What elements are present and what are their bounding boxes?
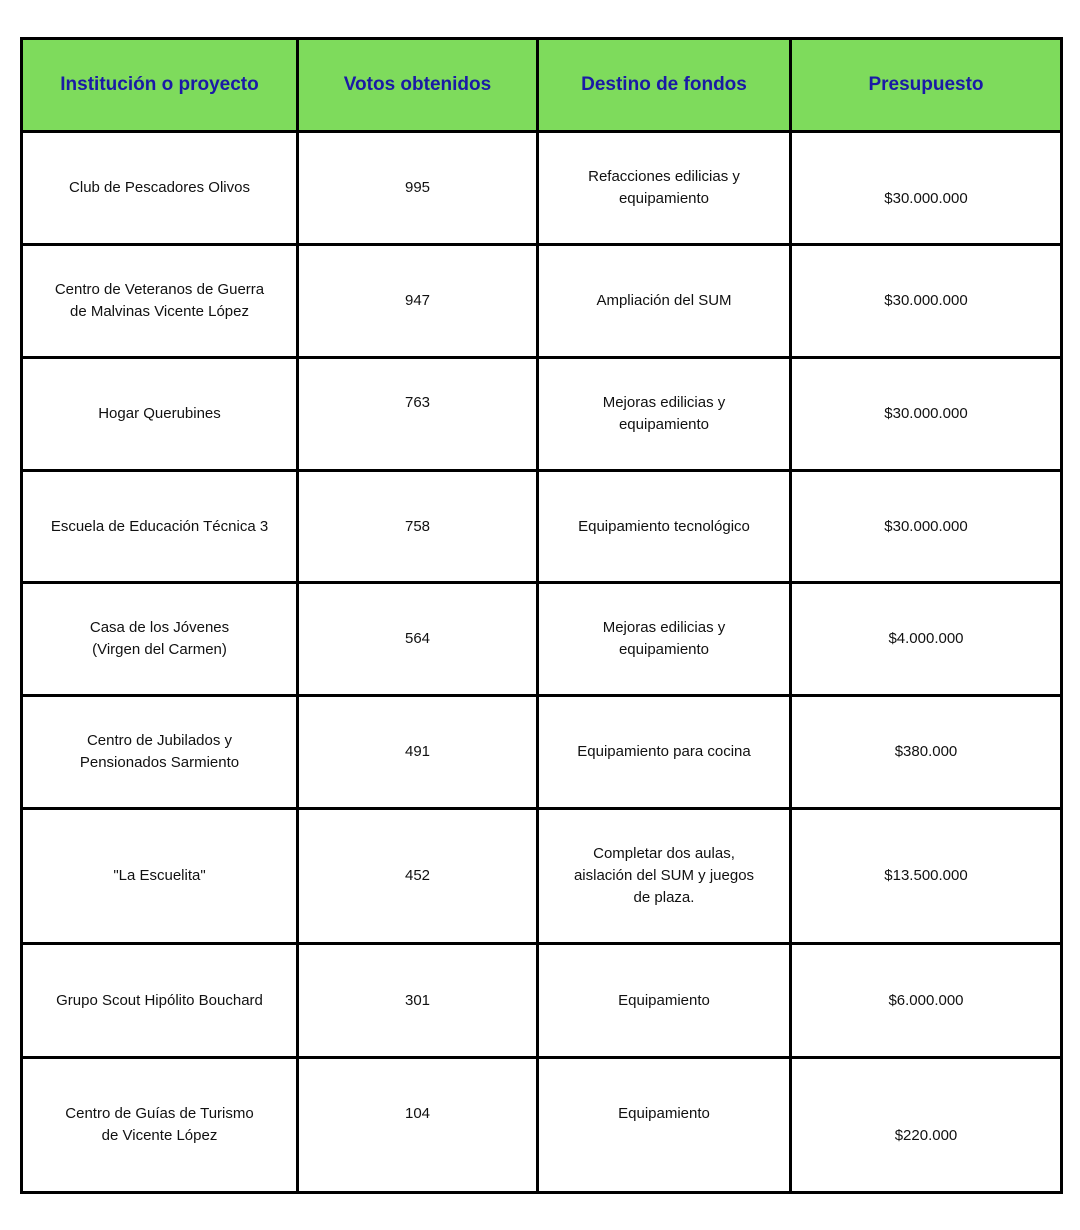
presupuesto-text: $30.000.000	[884, 292, 968, 309]
institucion-text: Club de Pescadores Olivos	[69, 179, 250, 196]
cell-votos	[298, 132, 538, 245]
votos-text: 758	[404, 517, 431, 535]
destino-text: Completar dos aulas, aislación del SUM y juegos de plaza.	[573, 845, 755, 906]
votos-text: 564	[404, 630, 431, 647]
cell-institucion	[22, 944, 298, 1058]
cell-institucion	[22, 132, 298, 245]
cell-institucion	[22, 1058, 298, 1193]
institucion-text: Centro de Jubilados y Pensionados Sarmiento	[79, 732, 240, 771]
table-row	[22, 358, 1062, 471]
destino-text: Equipamiento tecnológico	[578, 517, 750, 535]
participatory-budget-table	[20, 37, 1063, 1194]
cell-institucion	[22, 471, 298, 583]
votos-text: 452	[404, 867, 431, 884]
votos-text: 491	[404, 743, 431, 760]
cell-presupuesto	[791, 583, 1062, 696]
cell-destino	[538, 245, 791, 358]
cell-presupuesto	[791, 944, 1062, 1058]
cell-presupuesto	[791, 471, 1062, 583]
destino-text: Equipamiento	[618, 1105, 710, 1122]
header-votos: Votos obtenidos	[298, 39, 538, 132]
destino-text: Mejoras edilicias y equipamiento	[602, 394, 726, 433]
destino-text: Equipamiento para cocina	[577, 743, 751, 760]
institucion-text: Centro de Guías de Turismo de Vicente López	[65, 1105, 254, 1144]
table-row	[22, 944, 1062, 1058]
votos-text: 763	[404, 394, 431, 411]
table-row	[22, 1058, 1062, 1193]
cell-destino	[538, 132, 791, 245]
presupuesto-text: $4.000.000	[888, 630, 964, 647]
table-row	[22, 583, 1062, 696]
cell-destino	[538, 944, 791, 1058]
cell-destino	[538, 696, 791, 809]
presupuesto-text: $30.000.000	[884, 405, 968, 422]
table-row	[22, 471, 1062, 583]
cell-votos	[298, 583, 538, 696]
institucion-text: Hogar Querubines	[98, 405, 221, 422]
header-row	[22, 39, 1062, 132]
cell-votos	[298, 358, 538, 471]
cell-votos	[298, 245, 538, 358]
presupuesto-text: $13.500.000	[884, 867, 968, 884]
cell-votos	[298, 944, 538, 1058]
presupuesto-text: $6.000.000	[888, 991, 964, 1009]
votos-text: 104	[404, 1105, 431, 1122]
presupuesto-text: $30.000.000	[884, 517, 968, 535]
cell-destino	[538, 1058, 791, 1193]
cell-institucion	[22, 696, 298, 809]
table-row	[22, 132, 1062, 245]
presupuesto-text: $220.000	[894, 1127, 958, 1144]
table-row	[22, 245, 1062, 358]
cell-institucion	[22, 358, 298, 471]
cell-destino	[538, 583, 791, 696]
table-row	[22, 696, 1062, 809]
table-row	[22, 809, 1062, 944]
institucion-text: Centro de Veteranos de Guerra de Malvinas Vicente López	[54, 281, 265, 320]
cell-institucion	[22, 583, 298, 696]
cell-institucion	[22, 245, 298, 358]
destino-text: Ampliación del SUM	[596, 292, 732, 309]
destino-text: Refacciones edilicias y equipamiento	[588, 168, 740, 207]
cell-presupuesto	[791, 1058, 1062, 1193]
cell-presupuesto	[791, 809, 1062, 944]
cell-presupuesto	[791, 696, 1062, 809]
cell-destino	[538, 809, 791, 944]
institucion-text: Grupo Scout Hipólito Bouchard	[56, 991, 263, 1009]
cell-presupuesto	[791, 358, 1062, 471]
cell-votos	[298, 809, 538, 944]
cell-destino	[538, 471, 791, 583]
cell-votos	[298, 1058, 538, 1193]
votos-text: 301	[404, 991, 431, 1009]
cell-votos	[298, 696, 538, 809]
header-institucion: Institución o proyecto	[22, 39, 298, 132]
header-presupuesto: Presupuesto	[791, 39, 1062, 132]
votos-text: 947	[404, 292, 431, 309]
cell-votos	[298, 471, 538, 583]
cell-destino	[538, 358, 791, 471]
cell-presupuesto	[791, 132, 1062, 245]
institucion-text: Escuela de Educación Técnica 3	[50, 517, 269, 535]
cell-institucion	[22, 809, 298, 944]
institucion-text: "La Escuelita"	[113, 867, 206, 884]
header-destino: Destino de fondos	[538, 39, 791, 132]
cell-presupuesto	[791, 245, 1062, 358]
destino-text: Mejoras edilicias y equipamiento	[602, 619, 726, 658]
presupuesto-text: $30.000.000	[884, 190, 968, 207]
presupuesto-text: $380.000	[894, 743, 958, 760]
votos-text: 995	[404, 179, 431, 196]
destino-text: Equipamiento	[618, 991, 710, 1009]
institucion-text: Casa de los Jóvenes (Virgen del Carmen)	[89, 619, 230, 658]
